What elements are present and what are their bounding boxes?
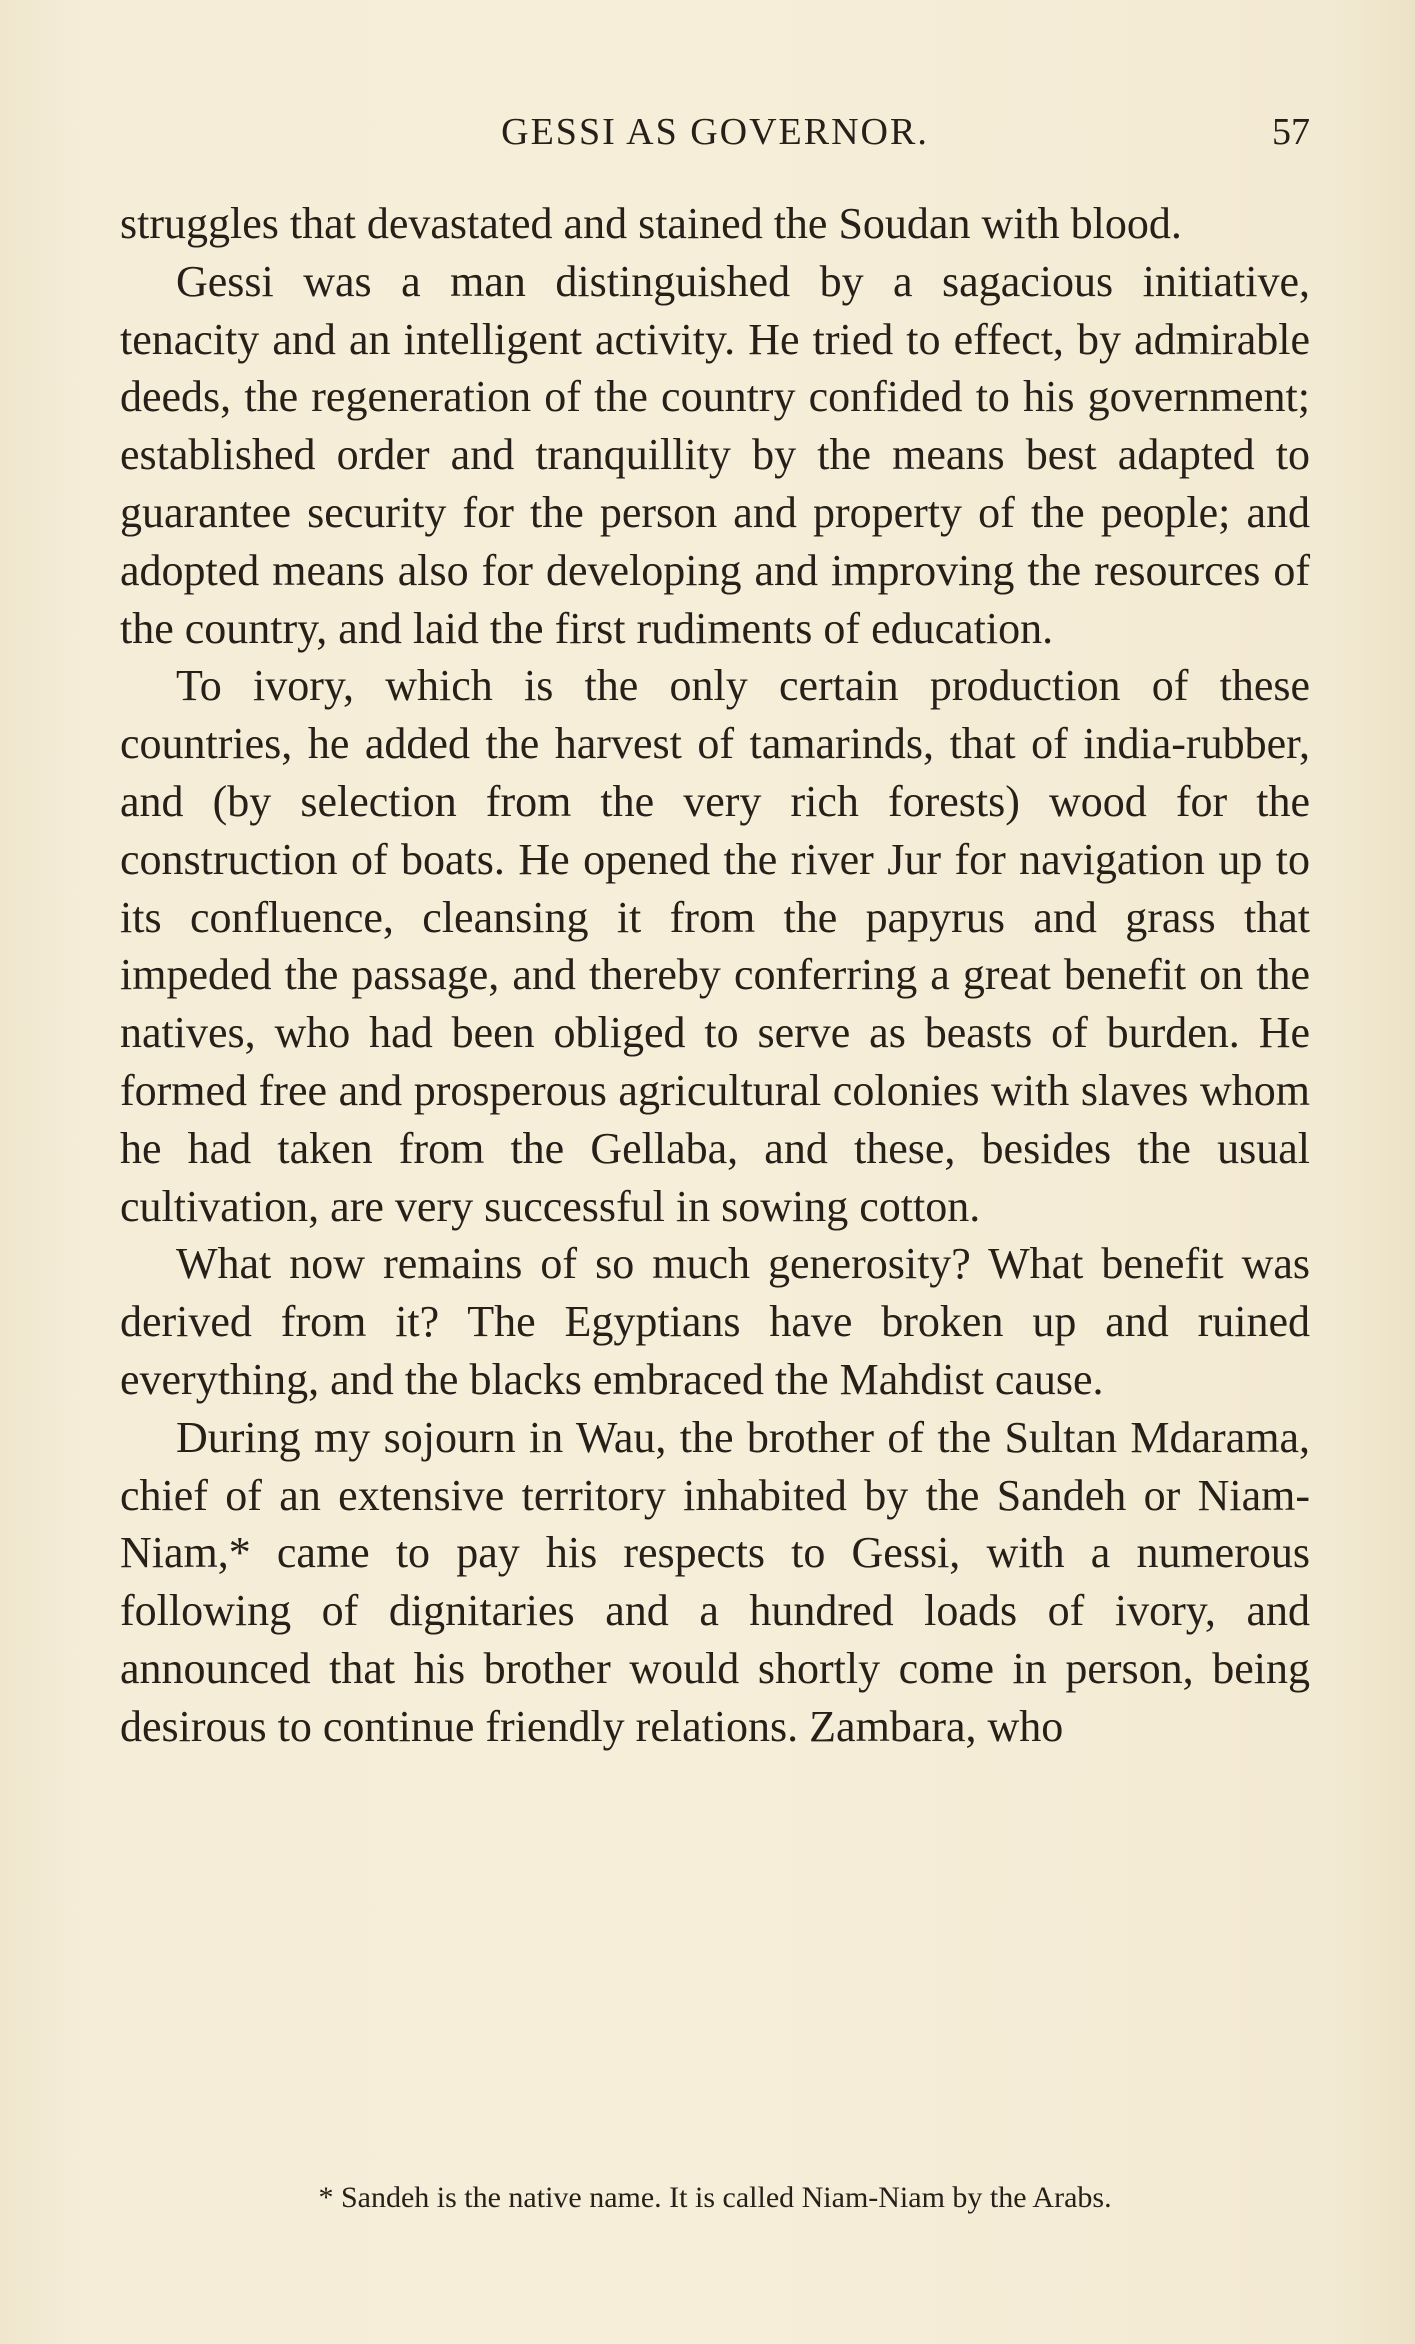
paragraph: What now remains of so much generosity? What benefit was derived from it? The Egyptians have broken up and ruined everything, and the blacks embraced the Mahdist cause. <box>120 1239 1310 1404</box>
paragraph: To ivory, which is the only certain production of these countries, he added the harvest of tamarinds, that of india-rubber, and (by selection from the very rich forests) wood for the construction of boats. He opened the river Jur for navigation up to its confluence, cleansing it from the papyrus and grass that impeded the passage, and thereby conferring a great benefit on the natives, who had been obliged to serve as beasts of burden. He formed free and prosperous agricultural colonies with slaves whom he had taken from the Gellaba, and these, besides the usual cultivation, are very successful in sowing cotton. <box>120 661 1310 1231</box>
paragraph: During my sojourn in Wau, the brother of the Sultan Mdarama, chief of an extensive territory inhabited by the Sandeh or Niam-Niam,* came to pay his respects to Gessi, with a numerous following of dignitaries and a hundred loads of ivory, and announced that his brother would shortly come in person, being desirous to continue friendly relations. Zambara, who <box>120 1412 1310 1751</box>
paragraph: Gessi was a man distinguished by a sagacious initiative, tenacity and an intelligent activity. He tried to effect, by admirable deeds, the regeneration of the country confided to his government; established order and tranquillity by the means best adapted to guarantee security for the person and property of the people; and adopted means also for developing and improving the resources of the country, and laid the first rudiments of education. <box>120 256 1310 653</box>
page-number: 57 <box>1272 111 1310 153</box>
paragraph-continued: struggles that devastated and stained the Soudan with blood. <box>120 199 1182 248</box>
running-head <box>120 104 1310 160</box>
body-text <box>120 195 1310 1756</box>
footnote: * Sandeh is the native name. It is called Niam-Niam by the Arabs. <box>318 2181 1112 2214</box>
running-title: GESSI AS GOVERNOR. <box>501 111 929 153</box>
